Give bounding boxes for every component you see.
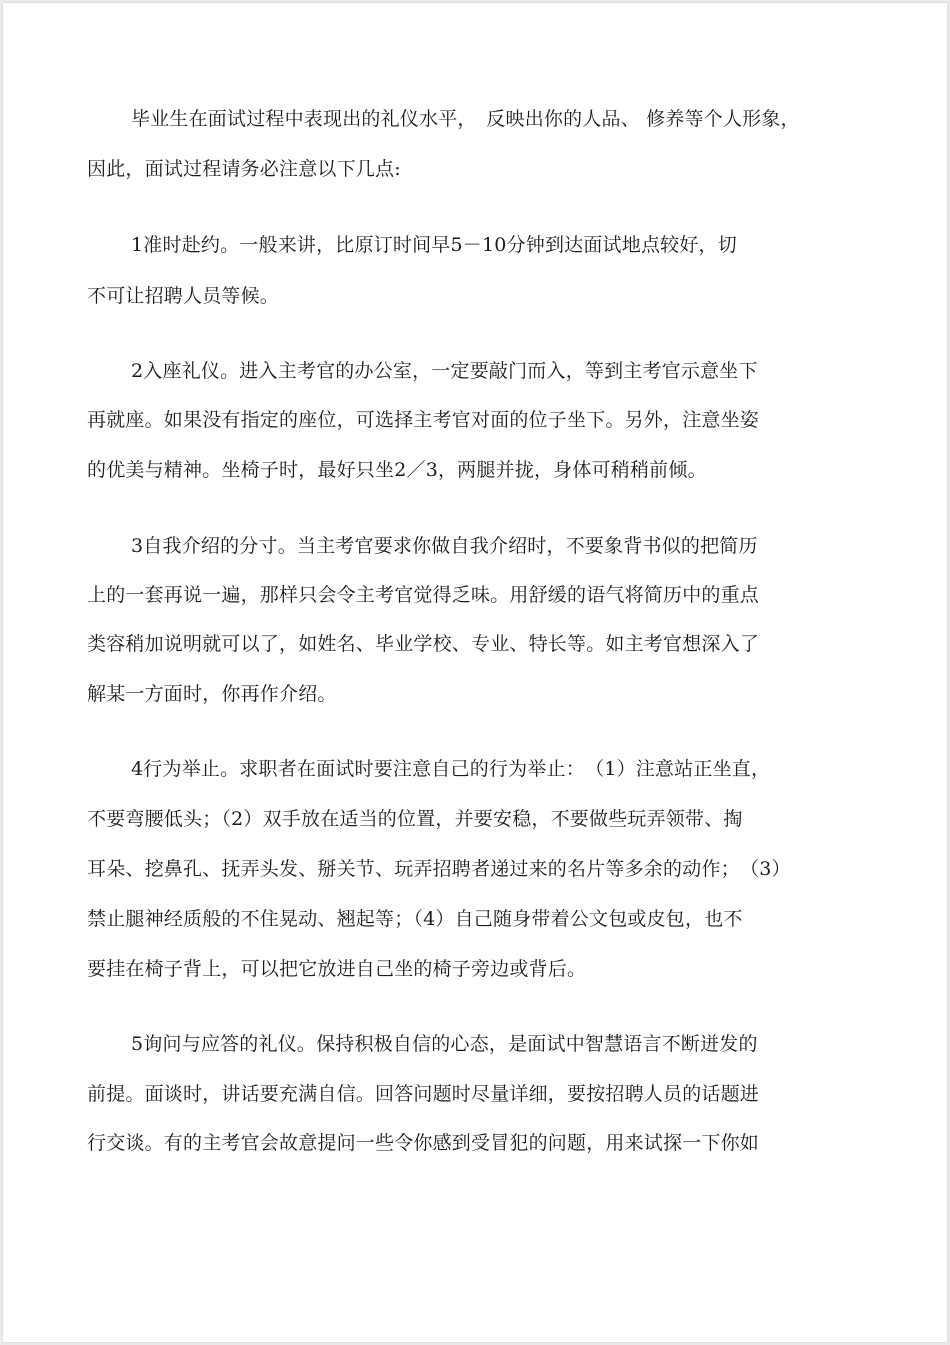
text-line: 的优美与精神。坐椅子时，最好只坐2／3，两腿并拢，身体可稍稍前倾。 — [87, 459, 707, 481]
document-page — [3, 3, 947, 1342]
text-line: 4行为举止。求职者在面试时要注意自己的行为举止： （1）注意站正坐直， — [131, 758, 771, 780]
text-line: 不要弯腰低头；（2）双手放在适当的位置，并要安稳，不要做些玩弄领带、掏 — [87, 808, 743, 830]
text-line: 3自我介绍的分寸。当主考官要求你做自我介绍时，不要象背书似的把简历 — [131, 535, 758, 557]
text-line: 禁止腿神经质般的不住晃动、翘起等；（4）自己随身带着公文包或皮包，也不 — [87, 908, 743, 930]
text-line: 5询问与应答的礼仪。保持积极自信的心态，是面试中智慧语言不断迸发的 — [131, 1033, 758, 1055]
text-line: 上的一套再说一遍，那样只会令主考官觉得乏味。用舒缓的语气将简历中的重点 — [87, 584, 760, 606]
text-line: 类容稍加说明就可以了，如姓名、毕业学校、专业、特长等。如主考官想深入了 — [87, 633, 760, 655]
text-line: 2入座礼仪。进入主考官的办公室，一定要敲门而入，等到主考官示意坐下 — [131, 360, 758, 382]
text-line: 要挂在椅子背上，可以把它放进自己坐的椅子旁边或背后。 — [87, 958, 587, 980]
text-line: 前提。面谈时，讲话要充满自信。回答问题时尽量详细，要按招聘人员的话题进 — [87, 1083, 760, 1105]
text-line: 毕业生在面试过程中表现出的礼仪水平， 反映出你的人品、 修养等个人形象， — [131, 108, 800, 130]
text-line: 不可让招聘人员等候。 — [87, 285, 280, 307]
text-line: 解某一方面时，你再作介绍。 — [87, 683, 337, 705]
text-line: 行交谈。有的主考官会故意提问一些令你感到受冒犯的问题，用来试探一下你如 — [87, 1132, 760, 1154]
text-line: 因此，面试过程请务必注意以下几点: — [87, 158, 401, 180]
text-line: 再就座。如果没有指定的座位，可选择主考官对面的位子坐下。另外，注意坐姿 — [87, 409, 760, 431]
text-line: 耳朵、挖鼻孔、抚弄头发、掰关节、玩弄招聘者递过来的名片等多余的动作； （3） — [87, 858, 791, 880]
text-line: 1准时赴约。一般来讲，比原订时间早5－10分钟到达面试地点较好，切 — [131, 234, 737, 256]
